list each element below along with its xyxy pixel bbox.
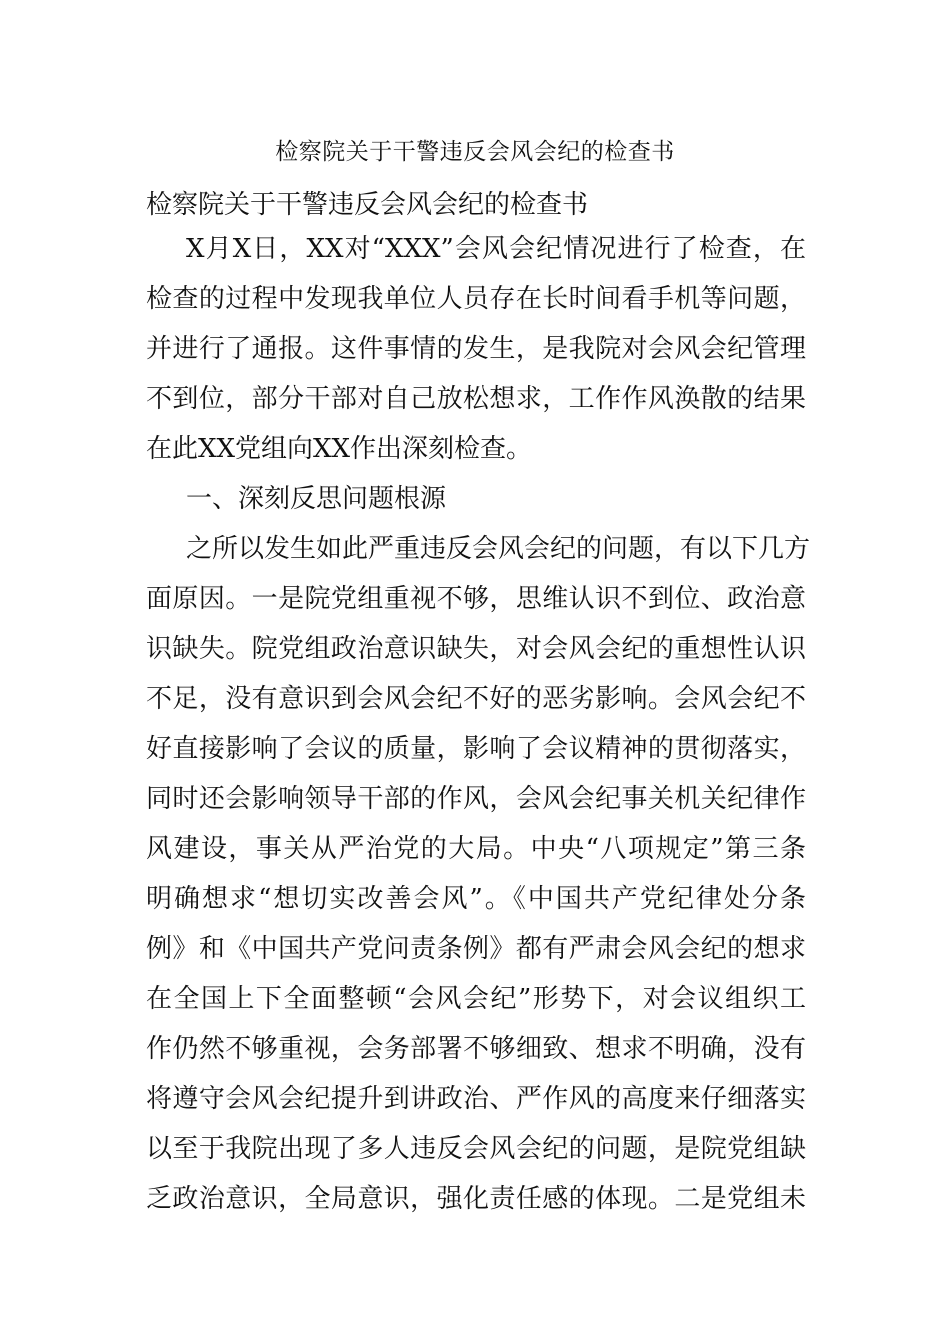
subtitle-line: 检察院关于干警违反会风会纪的检查书 — [146, 190, 589, 220]
paragraph-line: X月X日，XX对“XXX”会风会纪情况进行了检查，在 — [186, 234, 806, 264]
paragraph-line: 检查的过程中发现我单位人员存在长时间看手机等问题， — [146, 284, 806, 314]
paragraph-line: 将遵守会风会纪提升到讲政治、严作风的高度来仔细落实 — [146, 1084, 806, 1114]
paragraph-line: 同时还会影响领导干部的作风，会风会纪事关机关纪律作 — [146, 784, 806, 814]
paragraph-line: 识缺失。院党组政治意识缺失，对会风会纪的重想性认识 — [146, 634, 806, 664]
paragraph-line: 作仍然不够重视，会务部署不够细致、想求不明确，没有 — [146, 1034, 806, 1064]
section-heading: 一、深刻反思问题根源 — [186, 484, 447, 514]
paragraph-line: 乏政治意识，全局意识，强化责任感的体现。二是党组未 — [146, 1184, 806, 1214]
paragraph-line: 不到位，部分干部对自己放松想求，工作作风涣散的结果 — [146, 384, 806, 414]
paragraph-line: 在此XX党组向XX作出深刻检查。 — [146, 434, 533, 464]
paragraph-line: 面原因。一是院党组重视不够，思维认识不到位、政治意 — [146, 584, 806, 614]
paragraph-line: 以至于我院出现了多人违反会风会纪的问题，是院党组缺 — [146, 1134, 806, 1164]
paragraph-line: 风建设，事关从严治党的大局。中央“八项规定”第三条 — [146, 834, 806, 864]
paragraph-line: 并进行了通报。这件事情的发生，是我院对会风会纪管理 — [146, 334, 806, 364]
paragraph-line: 在全国上下全面整顿“会风会纪”形势下，对会议组织工 — [146, 984, 806, 1014]
paragraph-line: 不足，没有意识到会风会纪不好的恶劣影响。会风会纪不 — [146, 684, 806, 714]
paragraph-line: 之所以发生如此严重违反会风会纪的问题，有以下几方 — [186, 534, 811, 564]
paragraph-line: 明确想求“想切实改善会风”。《中国共产党纪律处分条 — [146, 884, 806, 914]
paragraph-line: 好直接影响了会议的质量，影响了会议精神的贯彻落实， — [146, 734, 806, 764]
paragraph-line: 例》和《中国共产党问责条例》都有严肃会风会纪的想求 — [146, 934, 806, 964]
document-title: 检察院关于干警违反会风会纪的检查书 — [275, 139, 675, 165]
